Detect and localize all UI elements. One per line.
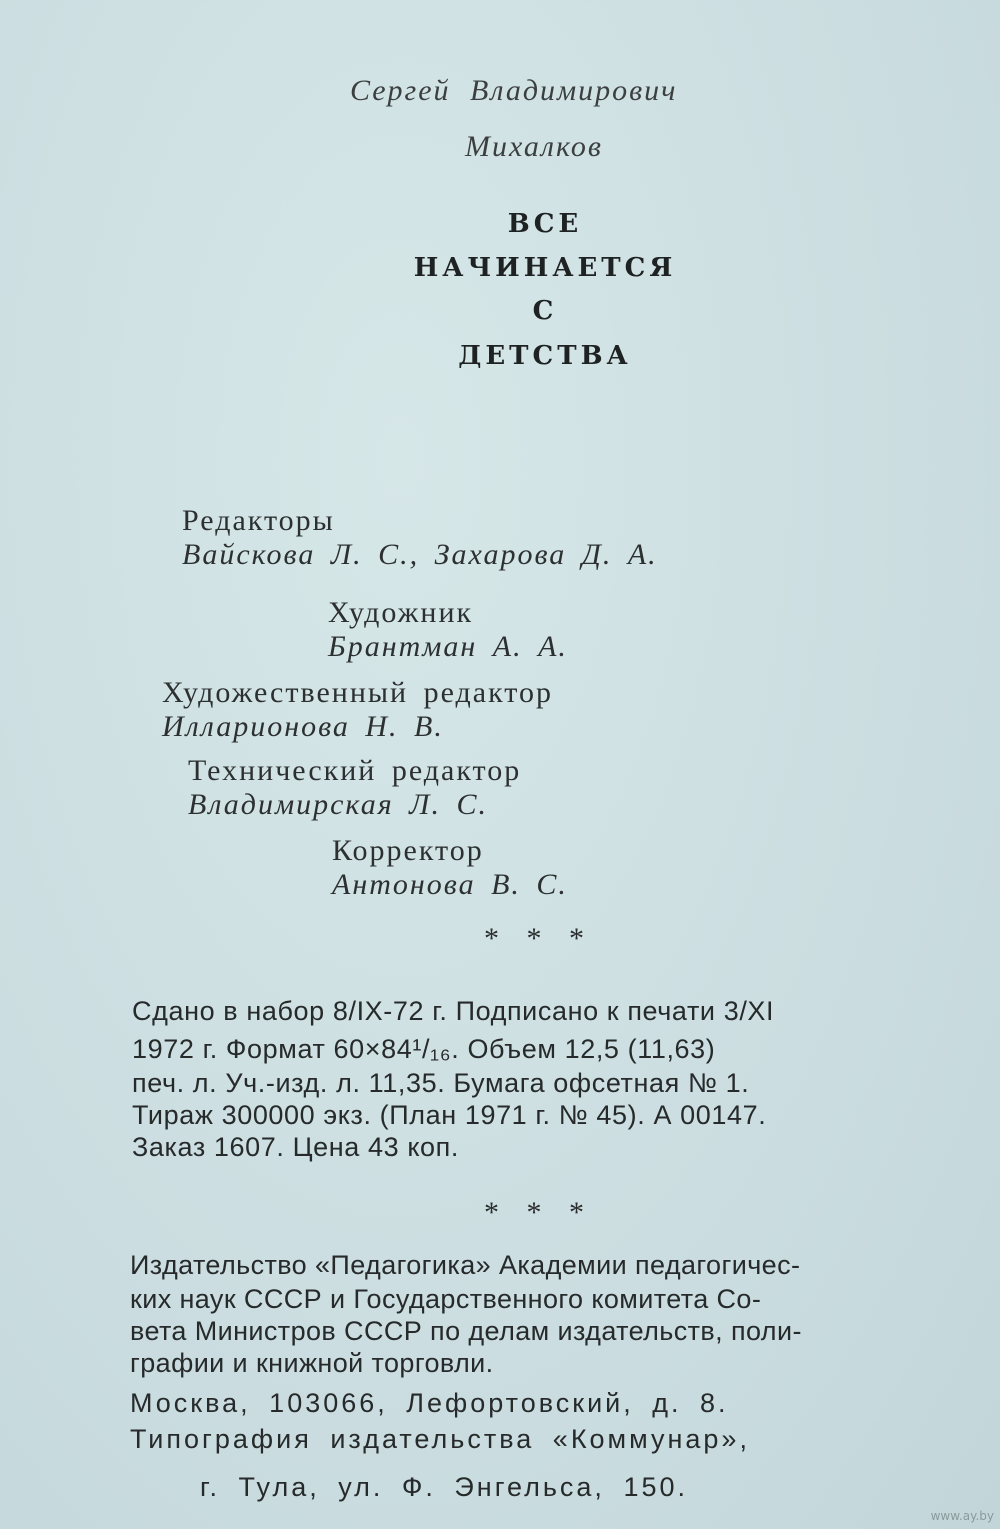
publisher-line: графии и книжной торговли. bbox=[130, 1348, 494, 1378]
book-title-line-4: ДЕТСТВА bbox=[458, 341, 632, 371]
publisher-line: Издательство «Педагогика» Академии педагогичес- bbox=[130, 1250, 801, 1280]
credit-role: Художественный редактор bbox=[162, 676, 553, 709]
imprint-line: 1972 г. Формат 60×84¹/₁₆. Объем 12,5 (11,63) bbox=[132, 1034, 716, 1064]
watermark: www.ay.by bbox=[930, 1509, 994, 1523]
printing-house: Типография издательства «Коммунар», bbox=[130, 1424, 750, 1454]
credit-name: Брантман А. А. bbox=[328, 630, 568, 663]
credit-name: Антонова В. С. bbox=[332, 868, 568, 901]
imprint-line: Тираж 300000 экз. (План 1971 г. № 45). А 00147. bbox=[132, 1100, 767, 1130]
credit-name: Вайскова Л. С., Захарова Д. А. bbox=[182, 538, 658, 571]
imprint-line: Заказ 1607. Цена 43 коп. bbox=[132, 1132, 459, 1162]
credit-name: Илларионова Н. В. bbox=[162, 710, 444, 743]
author-first-name: Сергей Владимирович bbox=[350, 74, 678, 107]
book-title-line-2: НАЧИНАЕТСЯ bbox=[413, 253, 677, 283]
credit-name: Владимирская Л. С. bbox=[188, 788, 488, 821]
book-title-line-3: С bbox=[532, 296, 558, 326]
publisher-line: вета Министров СССР по делам издательств, поли- bbox=[130, 1316, 802, 1346]
credit-role: Технический редактор bbox=[188, 754, 522, 787]
credit-role: Редакторы bbox=[182, 504, 335, 537]
imprint-line: Сдано в набор 8/IX-72 г. Подписано к печати 3/XI bbox=[132, 996, 775, 1026]
separator-stars: * * * bbox=[484, 1196, 594, 1229]
publisher-address: Москва, 103066, Лефортовский, д. 8. bbox=[130, 1388, 729, 1418]
printing-house-address: г. Тула, ул. Ф. Энгельса, 150. bbox=[200, 1472, 688, 1502]
credit-role: Художник bbox=[328, 596, 474, 629]
credit-proofreader bbox=[270, 800, 568, 936]
separator-stars: * * * bbox=[484, 922, 594, 955]
credit-role: Корректор bbox=[332, 834, 484, 867]
book-title-line-1: ВСЕ bbox=[507, 209, 583, 239]
publisher-line: ких наук СССР и Государственного комитета Со- bbox=[130, 1284, 762, 1314]
imprint-line: печ. л. Уч.-изд. л. 11,35. Бумага офсетная № 1. bbox=[132, 1068, 750, 1098]
author-last-name: Михалков bbox=[465, 130, 603, 163]
